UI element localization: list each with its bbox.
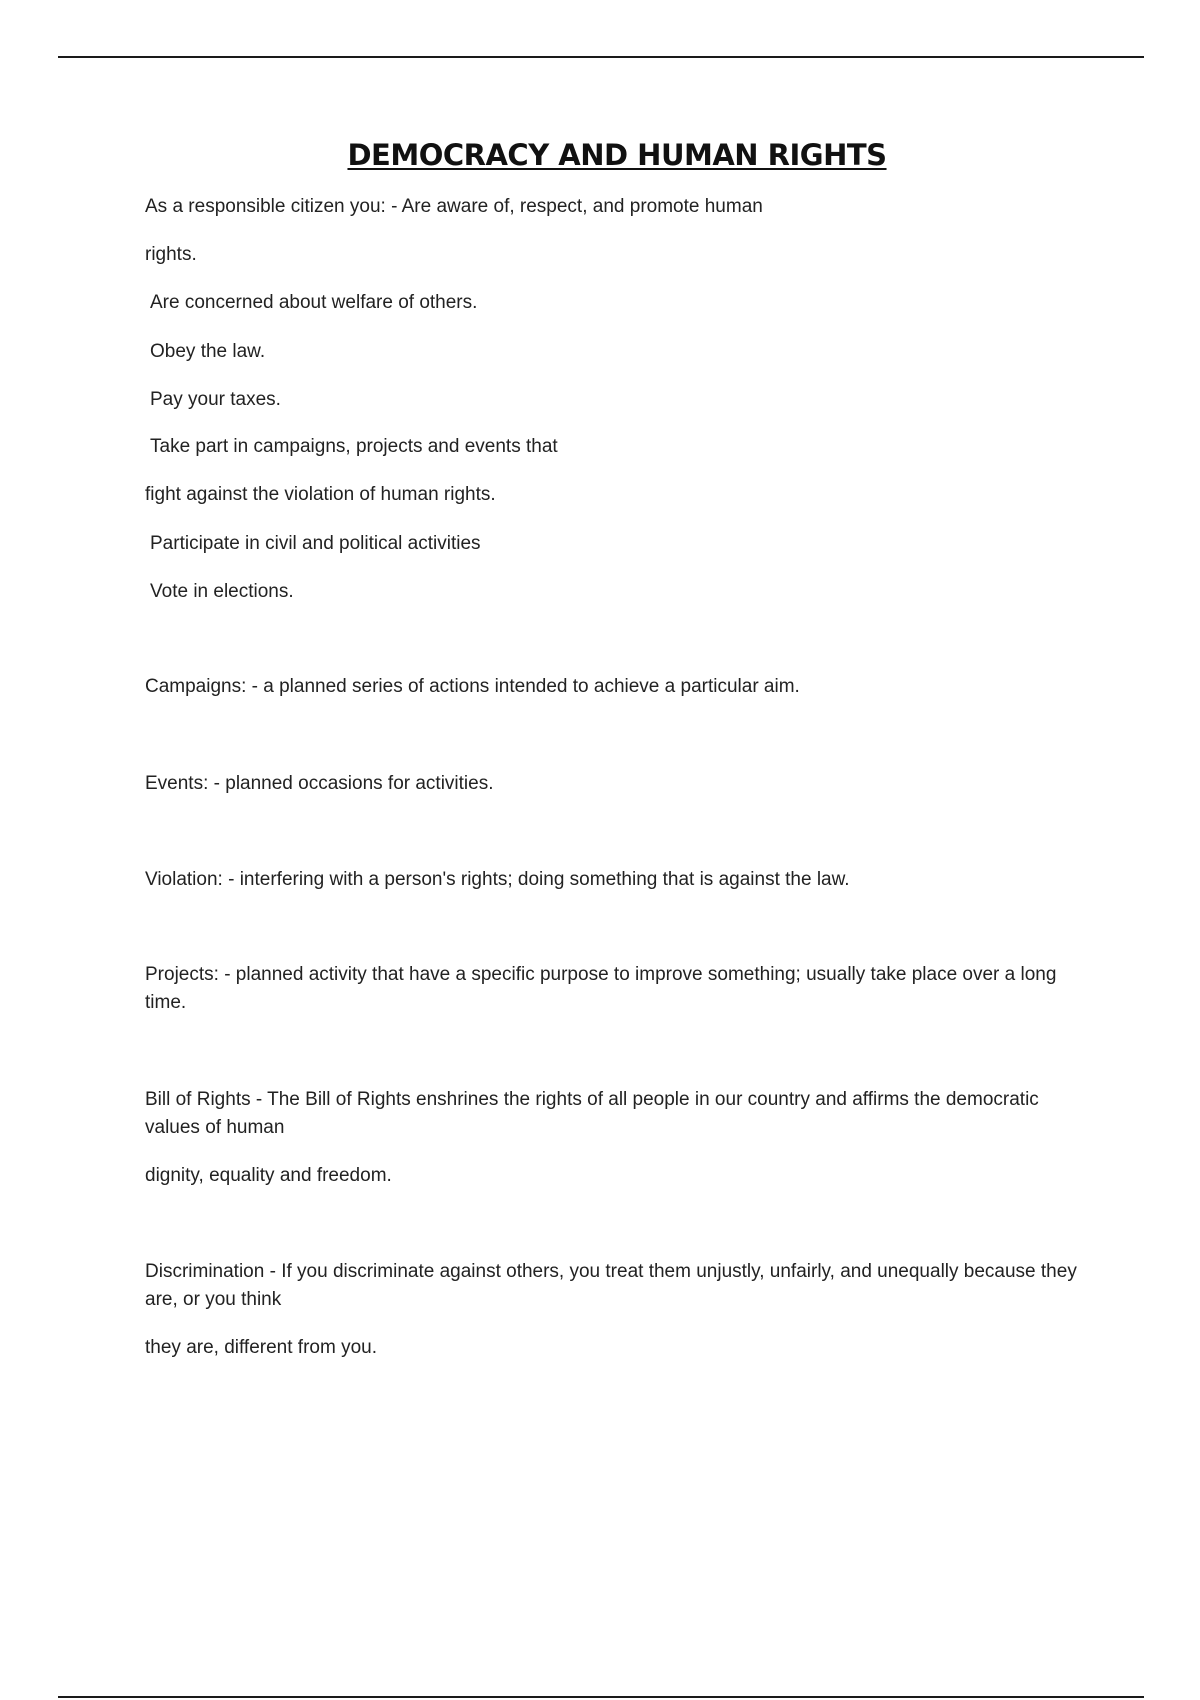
list-item: Pay your taxes. <box>150 389 281 410</box>
definition-bill-of-rights-continuation: dignity, equality and freedom. <box>145 1165 392 1186</box>
definition-discrimination: Discrimination - If you discriminate against others, you treat them unjustly, unfairly, and unequally because they are, or you think <box>145 1261 1077 1310</box>
top-rule <box>58 56 1144 58</box>
intro-line-2: rights. <box>145 244 197 265</box>
definition-events: Events: - planned occasions for activities. <box>145 773 494 794</box>
list-item: Obey the law. <box>150 341 266 362</box>
list-item: Participate in civil and political activities <box>150 533 481 554</box>
list-item: Are concerned about welfare of others. <box>150 292 478 313</box>
page-title: DEMOCRACY AND HUMAN RIGHTS <box>347 138 887 172</box>
list-item-continuation: fight against the violation of human rights. <box>145 484 496 505</box>
bottom-rule <box>58 1696 1144 1698</box>
definition-discrimination-continuation: they are, different from you. <box>145 1337 377 1358</box>
definition-campaigns: Campaigns: - a planned series of actions intended to achieve a particular aim. <box>145 676 800 697</box>
definition-bill-of-rights: Bill of Rights - The Bill of Rights enshrines the rights of all people in our country and affirms the democratic values of human <box>145 1089 1039 1138</box>
list-item: Vote in elections. <box>150 581 294 602</box>
definition-violation: Violation: - interfering with a person's rights; doing something that is against the law. <box>145 869 850 890</box>
intro-line-1: As a responsible citizen you: - Are aware of, respect, and promote human <box>145 196 763 217</box>
list-item: Take part in campaigns, projects and events that <box>150 436 558 457</box>
definition-projects: Projects: - planned activity that have a specific purpose to improve something; usually take place over a long time. <box>145 964 1057 1013</box>
